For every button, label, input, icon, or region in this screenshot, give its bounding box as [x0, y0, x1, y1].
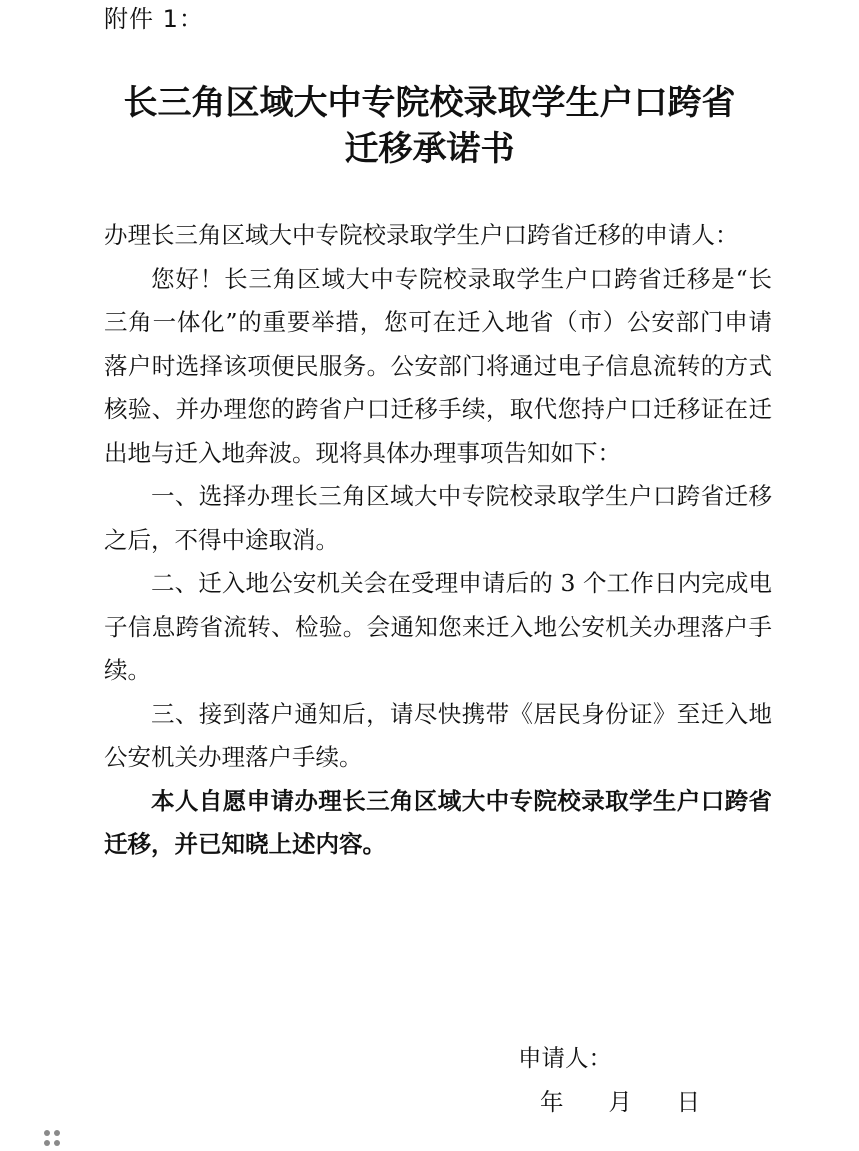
paragraph-item-1: 一、选择办理长三角区域大中专院校录取学生户口跨省迁移之后，不得中途取消。 — [104, 482, 772, 554]
document-title — [40, 80, 819, 172]
attachment-label: 附件 1： — [104, 5, 204, 33]
title-line-1: 长三角区域大中专院校录取学生户口跨省 — [123, 83, 736, 123]
salutation: 办理长三角区域大中专院校录取学生户口跨省迁移的申请人： — [104, 221, 739, 249]
drag-handle-icon[interactable] — [44, 1130, 60, 1146]
title-line-2: 迁移承诺书 — [344, 129, 515, 169]
paragraph-item-2: 二、迁入地公安机关会在受理申请后的 3 个工作日内完成电子信息跨省流转、检验。会通知您来迁入地公安机关办理落户手续。 — [104, 569, 772, 684]
document-body — [104, 214, 772, 867]
declaration: 本人自愿申请办理长三角区域大中专院校录取学生户口跨省迁移，并已知晓上述内容。 — [104, 786, 772, 858]
paragraph-intro: 您好！长三角区域大中专院校录取学生户口跨省迁移是“长三角一体化”的重要举措，您可在迁入地省（市）公安部门申请落户时选择该项便民服务。公安部门将通过电子信息流转的方式核验、并办理您的跨省户口迁移手续，取代您持户口迁移证在迁出地与迁入地奔波。现将具体办理事项告知如下： — [104, 264, 772, 467]
date-line: 年 月 日 — [540, 1088, 701, 1116]
signature-label: 申请人： — [518, 1044, 612, 1072]
paragraph-item-3: 三、接到落户通知后，请尽快携带《居民身份证》至迁入地公安机关办理落户手续。 — [104, 699, 772, 771]
